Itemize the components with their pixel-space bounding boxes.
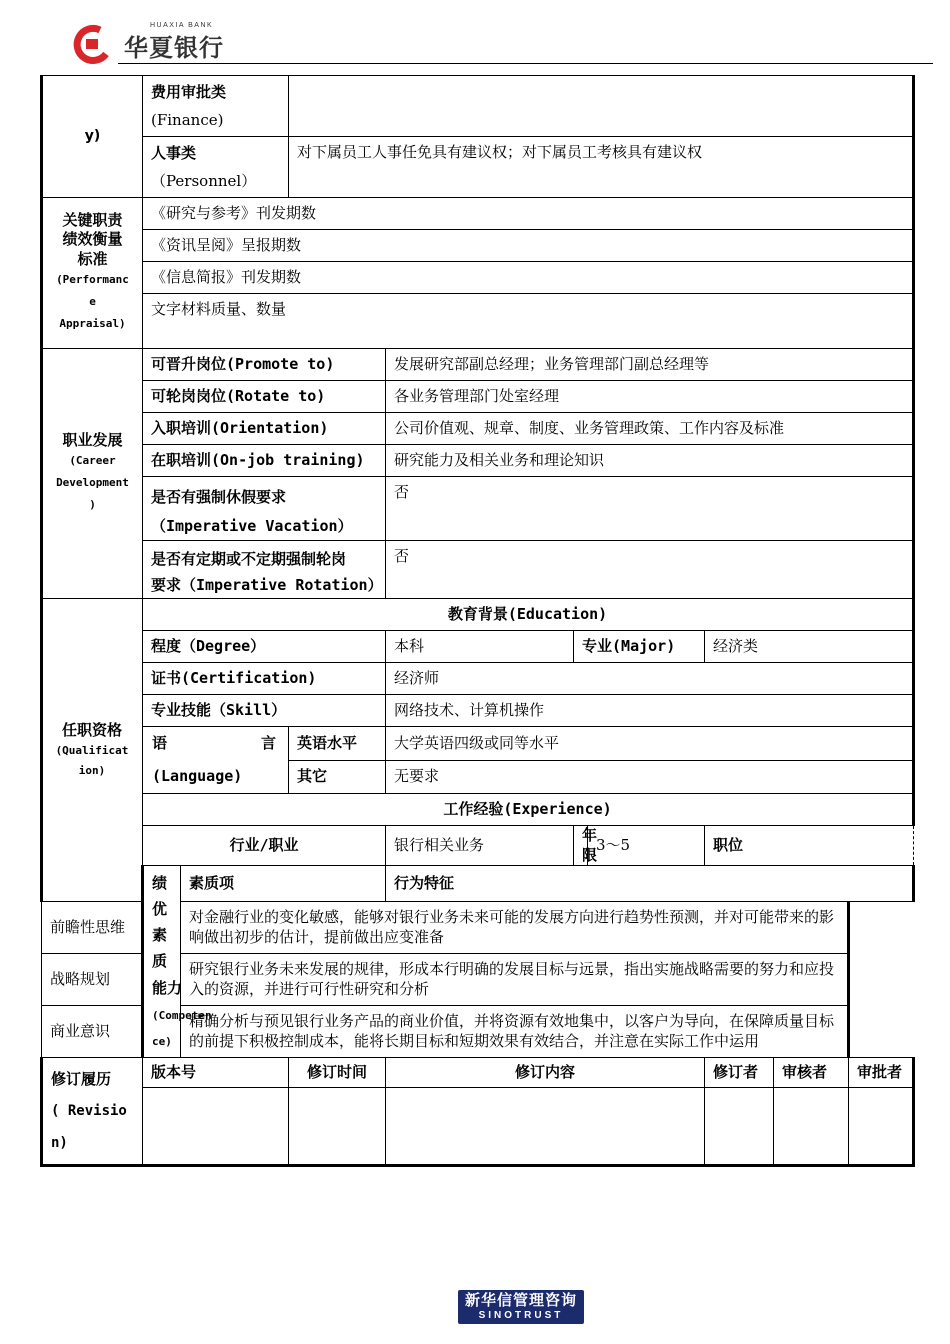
orientation-value: 公司价值观、规章、制度、业务管理政策、工作内容及标准	[386, 413, 914, 445]
bank-name-en: HUAXIA BANK	[150, 22, 214, 29]
job-description-form	[40, 75, 912, 1167]
position-label: 职位	[705, 826, 914, 866]
page-header	[0, 0, 950, 70]
degree-row	[42, 631, 914, 663]
revision-reviewer-cell[interactable]	[774, 1088, 849, 1166]
authority-category-tail: y)	[84, 128, 101, 145]
personnel-value: 对下属员工人事任免具有建议权；对下属员工考核具有建议权	[289, 137, 914, 198]
finance-label	[143, 76, 289, 137]
revision-entry-row	[42, 1088, 914, 1166]
qualification-cat-en2: ion)	[78, 763, 106, 777]
orientation-row	[42, 413, 914, 445]
kpi-item: 《资讯呈阅》呈报期数	[143, 230, 914, 262]
personnel-label-cn: 人事类	[151, 143, 197, 162]
skill-value: 网络技术、计算机操作	[386, 695, 914, 727]
competence-desc: 研究银行业务未来发展的规律，形成本行明确的发展目标与远景，指出实施战略需要的努力和应投入的资源，并进行可行性研究和分析	[181, 954, 849, 1006]
competence-desc: 精确分析与预见银行业务产品的商业价值，并将资源有效地集中，以客户为导向，在保障质量目标的前提下积极控制成本，能将长期目标和短期效果有效结合，并注意在实际工作中运用	[181, 1006, 849, 1058]
kpi-item: 《信息简报》刊发期数	[143, 262, 914, 294]
kpi-row	[42, 262, 914, 294]
competence-name: 商业意识	[42, 1006, 181, 1058]
competence-cat-line2a: 能	[152, 978, 168, 997]
rotate-row	[42, 381, 914, 413]
career-cat-en1: (Career	[69, 454, 116, 468]
kpi-item: 文字材料质量、数量	[143, 294, 914, 349]
onjob-value: 研究能力及相关业务和理论知识	[386, 445, 914, 477]
language-label-b: 言	[261, 734, 277, 752]
personnel-row	[42, 137, 914, 198]
education-header: 教育背景(Education)	[143, 599, 914, 631]
kpi-row	[42, 294, 914, 349]
orientation-label: 入职培训(Orientation)	[143, 413, 386, 445]
competence-cat-en1: (Competen	[152, 1008, 212, 1022]
revision-category	[42, 1058, 143, 1166]
major-label: 专业(Major)	[574, 631, 705, 663]
col-quality: 素质项	[181, 866, 386, 902]
sinotrust-name-cn: 新华信管理咨询	[464, 1291, 577, 1309]
competence-cat-line2b: 力	[167, 978, 183, 997]
kpi-row	[42, 230, 914, 262]
col-approver: 审批者	[849, 1058, 914, 1088]
revision-header-row	[42, 1058, 914, 1088]
degree-label: 程度（Degree）	[143, 631, 386, 663]
kpi-category	[42, 198, 143, 349]
promote-row	[42, 349, 914, 381]
cert-label: 证书(Certification)	[143, 663, 386, 695]
rotation-row	[42, 541, 914, 599]
kpi-item: 《研究与参考》刊发期数	[143, 198, 914, 230]
competence-cat-line1: 绩优素质	[152, 873, 168, 971]
career-category	[42, 349, 143, 599]
kpi-cat-line2: 绩效衡量	[62, 230, 123, 249]
rotate-label: 可轮岗岗位(Rotate to)	[143, 381, 386, 413]
revision-approver-cell[interactable]	[849, 1088, 914, 1166]
huaxia-bank-logo-icon	[70, 24, 112, 64]
english-value: 大学英语四级或同等水平	[386, 727, 914, 761]
personnel-label-en: （Personnel）	[151, 172, 257, 190]
vacation-label	[143, 477, 386, 541]
vacation-row	[42, 477, 914, 541]
header-divider	[118, 63, 933, 64]
revision-reviser-cell[interactable]	[705, 1088, 774, 1166]
kpi-cat-line1: 关键职责	[62, 210, 123, 229]
kpi-cat-en1: (Performanc	[56, 273, 129, 287]
industry-value: 银行相关业务	[386, 826, 574, 866]
onjob-row	[42, 445, 914, 477]
skill-row	[42, 695, 914, 727]
english-row	[42, 727, 914, 761]
finance-value	[289, 76, 914, 137]
qualification-category	[42, 599, 143, 902]
experience-header: 工作经验(Experience)	[143, 794, 914, 826]
kpi-row	[42, 198, 914, 230]
rotation-label	[143, 541, 386, 599]
vacation-label-line1: 是否有强制休假要求	[151, 488, 287, 506]
rotation-value: 否	[386, 541, 914, 599]
bank-name-cn: 华夏银行	[124, 34, 224, 62]
cert-row	[42, 663, 914, 695]
competence-desc: 对金融行业的变化敏感，能够对银行业务未来可能的发展方向进行趋势性预测，并对可能带来的影响做出初步的估计，提前做出应变准备	[181, 902, 849, 954]
kpi-cat-en3: Appraisal)	[59, 317, 126, 331]
years-label: 年限	[574, 826, 588, 866]
qualification-cat-en1: (Qualificat	[55, 744, 129, 758]
finance-label-en: (Finance)	[151, 111, 224, 129]
language-label-a: 语	[152, 734, 168, 752]
education-header-row	[42, 599, 914, 631]
kpi-cat-en2: e	[89, 295, 96, 309]
finance-label-cn: 费用审批类	[151, 82, 227, 101]
promote-value: 发展研究部副总经理；业务管理部门副总经理等	[386, 349, 914, 381]
revision-cat-en1: ( Revisio	[51, 1103, 127, 1120]
experience-header-row	[42, 794, 914, 826]
revision-content-cell[interactable]	[386, 1088, 705, 1166]
language-label-en: (Language)	[152, 767, 243, 785]
rotate-value: 各业务管理部门处室经理	[386, 381, 914, 413]
revision-cat-cn: 修订履历	[51, 1069, 112, 1088]
vacation-label-line2: （Imperative Vacation）	[151, 516, 353, 535]
revision-cat-en2: n)	[51, 1134, 68, 1151]
personnel-label	[143, 137, 289, 198]
degree-value: 本科	[386, 631, 574, 663]
revision-time-cell[interactable]	[289, 1088, 386, 1166]
language-label	[143, 727, 289, 794]
col-content: 修订内容	[386, 1058, 705, 1088]
other-value: 无要求	[386, 760, 914, 794]
industry-label: 行业/职业	[143, 826, 386, 866]
career-cat-en3: )	[89, 498, 96, 512]
major-value: 经济类	[705, 631, 914, 663]
cert-value: 经济师	[386, 663, 914, 695]
revision-version-cell[interactable]	[143, 1088, 289, 1166]
competence-row	[42, 902, 914, 954]
qualification-cat-cn: 任职资格	[61, 720, 122, 739]
experience-row	[42, 826, 914, 866]
col-reviser: 修订者	[705, 1058, 774, 1088]
authority-category	[42, 76, 143, 198]
rotation-label-line1: 是否有定期或不定期强制轮岗	[151, 550, 347, 568]
onjob-label: 在职培训(On-job training)	[143, 445, 386, 477]
rotation-label-line2: 要求（Imperative Rotation）	[151, 575, 383, 594]
col-reviewer: 审核者	[774, 1058, 849, 1088]
sinotrust-name-en: SINOTRUST	[478, 1310, 564, 1321]
promote-label: 可晋升岗位(Promote to)	[143, 349, 386, 381]
other-label: 其它	[289, 760, 386, 794]
competence-cat-en2: ce)	[152, 1035, 172, 1049]
sinotrust-logo	[458, 1290, 584, 1324]
english-label: 英语水平	[289, 727, 386, 761]
vacation-value: 否	[386, 477, 914, 541]
career-cat-cn: 职业发展	[62, 430, 123, 449]
kpi-cat-line3: 标准	[77, 249, 108, 268]
col-behavior: 行为特征	[386, 866, 914, 902]
finance-row	[42, 76, 914, 137]
competence-name: 前瞻性思维	[42, 902, 181, 954]
col-version: 版本号	[143, 1058, 289, 1088]
career-cat-en2: Development	[56, 476, 129, 490]
competence-header-row	[42, 866, 914, 902]
col-time: 修订时间	[289, 1058, 386, 1088]
competence-name: 战略规划	[42, 954, 181, 1006]
years-value: 3～5	[588, 826, 705, 866]
skill-label: 专业技能（Skill）	[143, 695, 386, 727]
